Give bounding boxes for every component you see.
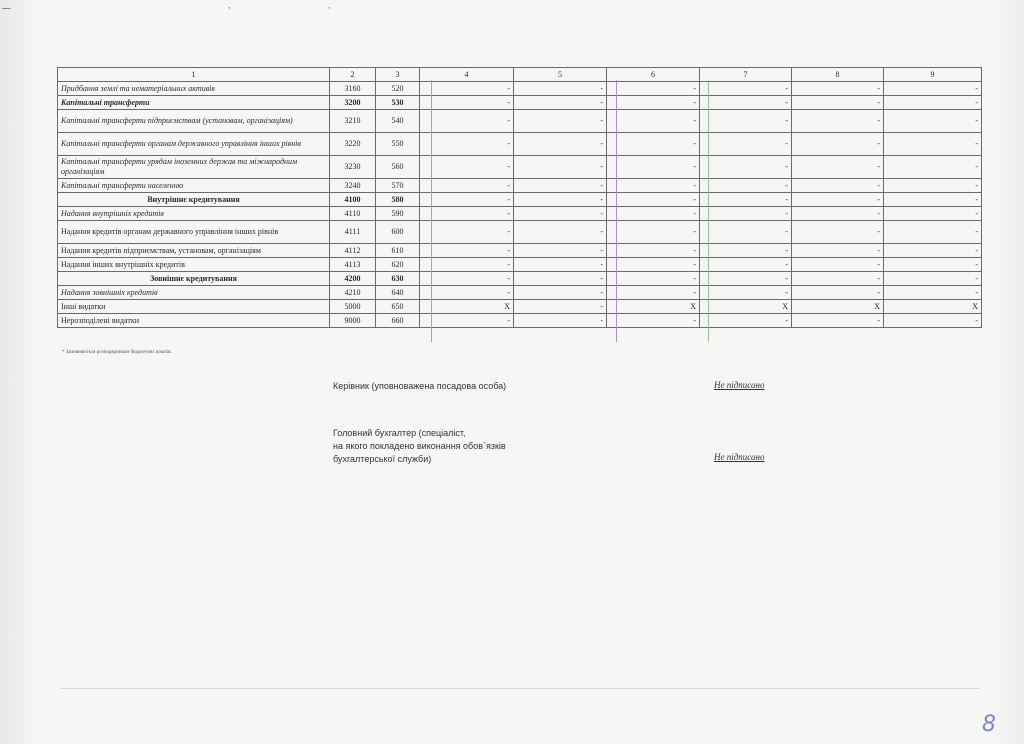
line-code-cell: 630 (376, 272, 420, 286)
value-cell: - (792, 156, 884, 179)
table-row (58, 193, 982, 207)
head-signature-status: Не підписано (714, 380, 765, 390)
column-header: 2 (330, 68, 376, 82)
handwritten-page-number: 8 (982, 712, 996, 737)
column-header: 4 (420, 68, 514, 82)
kekv-code-cell: 4210 (330, 286, 376, 300)
value-cell: - (700, 82, 792, 96)
line-code-cell: 580 (376, 193, 420, 207)
value-cell: - (514, 286, 607, 300)
value-cell: - (420, 258, 514, 272)
row-name-cell: Зовнішнє кредитування (58, 272, 330, 286)
value-cell: X (420, 300, 514, 314)
row-name-cell: Нерозподілені видатки (58, 314, 330, 328)
value-cell: - (884, 193, 982, 207)
row-name-cell: Надання інших внутрішніх кредитів (58, 258, 330, 272)
scan-edge-marks: — · · (2, 4, 331, 14)
value-cell: - (884, 133, 982, 156)
value-cell: - (420, 314, 514, 328)
value-cell: - (792, 133, 884, 156)
line-code-cell: 620 (376, 258, 420, 272)
value-cell: - (607, 221, 700, 244)
column-header: 8 (792, 68, 884, 82)
kekv-code-cell: 3210 (330, 110, 376, 133)
row-name-cell: Капітальні трансферти підприємствам (установам, організаціям) (58, 110, 330, 133)
value-cell: - (420, 179, 514, 193)
value-cell: X (792, 300, 884, 314)
column-header: 9 (884, 68, 982, 82)
row-name-cell: Надання кредитів органам державного управління інших рівнів (58, 221, 330, 244)
value-cell: - (514, 300, 607, 314)
value-cell: - (607, 133, 700, 156)
value-cell: - (700, 314, 792, 328)
value-cell: - (792, 244, 884, 258)
value-cell: - (514, 193, 607, 207)
value-cell: - (700, 156, 792, 179)
kekv-code-cell: 4112 (330, 244, 376, 258)
faint-footer-rule (60, 688, 980, 689)
value-cell: - (607, 156, 700, 179)
line-code-cell: 550 (376, 133, 420, 156)
value-cell: - (607, 96, 700, 110)
row-name-cell: Надання зовнішніх кредитів (58, 286, 330, 300)
value-cell: - (700, 258, 792, 272)
value-cell: X (607, 300, 700, 314)
line-code-cell: 520 (376, 82, 420, 96)
value-cell: - (514, 244, 607, 258)
value-cell: - (884, 314, 982, 328)
line-code-cell: 590 (376, 207, 420, 221)
table-row (58, 244, 982, 258)
value-cell: - (884, 207, 982, 221)
column-header: 7 (700, 68, 792, 82)
value-cell: - (420, 110, 514, 133)
head-signature-label: Керівник (уповноважена посадова особа) (333, 381, 507, 391)
kekv-code-cell: 3160 (330, 82, 376, 96)
value-cell: - (700, 207, 792, 221)
kekv-code-cell: 3220 (330, 133, 376, 156)
table-row (58, 207, 982, 221)
value-cell: - (792, 193, 884, 207)
row-name-cell: Придбання землі та нематеріальних активів (58, 82, 330, 96)
line-code-cell: 540 (376, 110, 420, 133)
table-row (58, 179, 982, 193)
column-header: 5 (514, 68, 607, 82)
value-cell: - (884, 244, 982, 258)
line-code-cell: 570 (376, 179, 420, 193)
value-cell: - (792, 221, 884, 244)
value-cell: - (792, 96, 884, 110)
kekv-code-cell: 3240 (330, 179, 376, 193)
table-row (58, 286, 982, 300)
value-cell: - (607, 314, 700, 328)
value-cell: - (884, 156, 982, 179)
table-row (58, 96, 982, 110)
value-cell: - (884, 82, 982, 96)
scan-color-line (431, 80, 432, 342)
table-row (58, 221, 982, 244)
value-cell: - (700, 179, 792, 193)
kekv-code-cell: 4200 (330, 272, 376, 286)
kekv-code-cell: 4100 (330, 193, 376, 207)
table-row (58, 300, 982, 314)
row-name-cell: Надання кредитів підприємствам, установам, організаціям (58, 244, 330, 258)
value-cell: - (700, 221, 792, 244)
line-code-cell: 560 (376, 156, 420, 179)
value-cell: - (792, 258, 884, 272)
value-cell: - (607, 110, 700, 133)
value-cell: - (420, 272, 514, 286)
table-header-row (58, 68, 982, 82)
value-cell: - (700, 286, 792, 300)
table-row (58, 272, 982, 286)
value-cell: - (700, 133, 792, 156)
value-cell: - (420, 133, 514, 156)
value-cell: - (420, 156, 514, 179)
value-cell: - (700, 272, 792, 286)
line-code-cell: 660 (376, 314, 420, 328)
value-cell: - (420, 221, 514, 244)
value-cell: - (884, 110, 982, 133)
value-cell: - (792, 272, 884, 286)
value-cell: - (420, 286, 514, 300)
value-cell: - (884, 179, 982, 193)
kekv-code-cell: 4113 (330, 258, 376, 272)
table-footnote: * Заповнюється розпорядником бюджетних коштів. (62, 350, 172, 355)
value-cell: - (792, 82, 884, 96)
value-cell: - (514, 133, 607, 156)
value-cell: - (420, 244, 514, 258)
accountant-label-line-3: бухгалтерської служби) (333, 454, 432, 464)
value-cell: X (700, 300, 792, 314)
line-code-cell: 600 (376, 221, 420, 244)
row-name-cell: Капітальні трансферти органам державного управління інших рівнів (58, 133, 330, 156)
line-code-cell: 530 (376, 96, 420, 110)
value-cell: - (607, 244, 700, 258)
value-cell: - (792, 286, 884, 300)
table-row (58, 133, 982, 156)
row-name-cell: Капітальні трансферти населенню (58, 179, 330, 193)
table-row (58, 110, 982, 133)
scan-color-line (708, 80, 709, 342)
value-cell: - (884, 272, 982, 286)
accountant-label-line-2: на якого покладено виконання обов`язків (333, 441, 506, 451)
value-cell: - (792, 110, 884, 133)
kekv-code-cell: 9000 (330, 314, 376, 328)
value-cell: - (792, 207, 884, 221)
value-cell: - (514, 82, 607, 96)
value-cell: - (700, 244, 792, 258)
table-row (58, 314, 982, 328)
kekv-code-cell: 4110 (330, 207, 376, 221)
value-cell: - (514, 258, 607, 272)
table-row (58, 82, 982, 96)
accountant-signature-status: Не підписано (714, 452, 765, 462)
value-cell: - (792, 179, 884, 193)
expenditure-table (57, 67, 982, 328)
scan-color-line (616, 80, 617, 342)
column-header: 1 (58, 68, 330, 82)
value-cell: - (607, 82, 700, 96)
column-header: 3 (376, 68, 420, 82)
value-cell: - (792, 314, 884, 328)
value-cell: - (884, 96, 982, 110)
value-cell: - (884, 258, 982, 272)
table-row (58, 156, 982, 179)
value-cell: - (514, 156, 607, 179)
value-cell: - (514, 314, 607, 328)
value-cell: - (884, 286, 982, 300)
value-cell: - (607, 272, 700, 286)
value-cell: - (884, 221, 982, 244)
value-cell: - (514, 272, 607, 286)
value-cell: - (607, 286, 700, 300)
value-cell: - (607, 193, 700, 207)
value-cell: - (700, 193, 792, 207)
line-code-cell: 610 (376, 244, 420, 258)
row-name-cell: Інші видатки (58, 300, 330, 314)
value-cell: - (607, 258, 700, 272)
value-cell: - (514, 207, 607, 221)
value-cell: - (420, 193, 514, 207)
table-row (58, 258, 982, 272)
row-name-cell: Надання внутрішніх кредитів (58, 207, 330, 221)
value-cell: - (420, 96, 514, 110)
value-cell: - (700, 110, 792, 133)
line-code-cell: 640 (376, 286, 420, 300)
line-code-cell: 650 (376, 300, 420, 314)
value-cell: - (700, 96, 792, 110)
value-cell: - (420, 82, 514, 96)
accountant-label-line-1: Головний бухгалтер (спеціаліст, (333, 428, 466, 438)
kekv-code-cell: 5000 (330, 300, 376, 314)
value-cell: - (514, 179, 607, 193)
value-cell: - (514, 110, 607, 133)
kekv-code-cell: 3200 (330, 96, 376, 110)
row-name-cell: Капітальні трансферти урядам іноземних держав та міжнародним організаціям (58, 156, 330, 179)
value-cell: - (420, 207, 514, 221)
kekv-code-cell: 4111 (330, 221, 376, 244)
value-cell: - (607, 207, 700, 221)
kekv-code-cell: 3230 (330, 156, 376, 179)
row-name-cell: Капітальні трансферти (58, 96, 330, 110)
value-cell: - (514, 221, 607, 244)
column-header: 6 (607, 68, 700, 82)
value-cell: - (607, 179, 700, 193)
value-cell: - (514, 96, 607, 110)
value-cell: X (884, 300, 982, 314)
row-name-cell: Внутрішнє кредитування (58, 193, 330, 207)
